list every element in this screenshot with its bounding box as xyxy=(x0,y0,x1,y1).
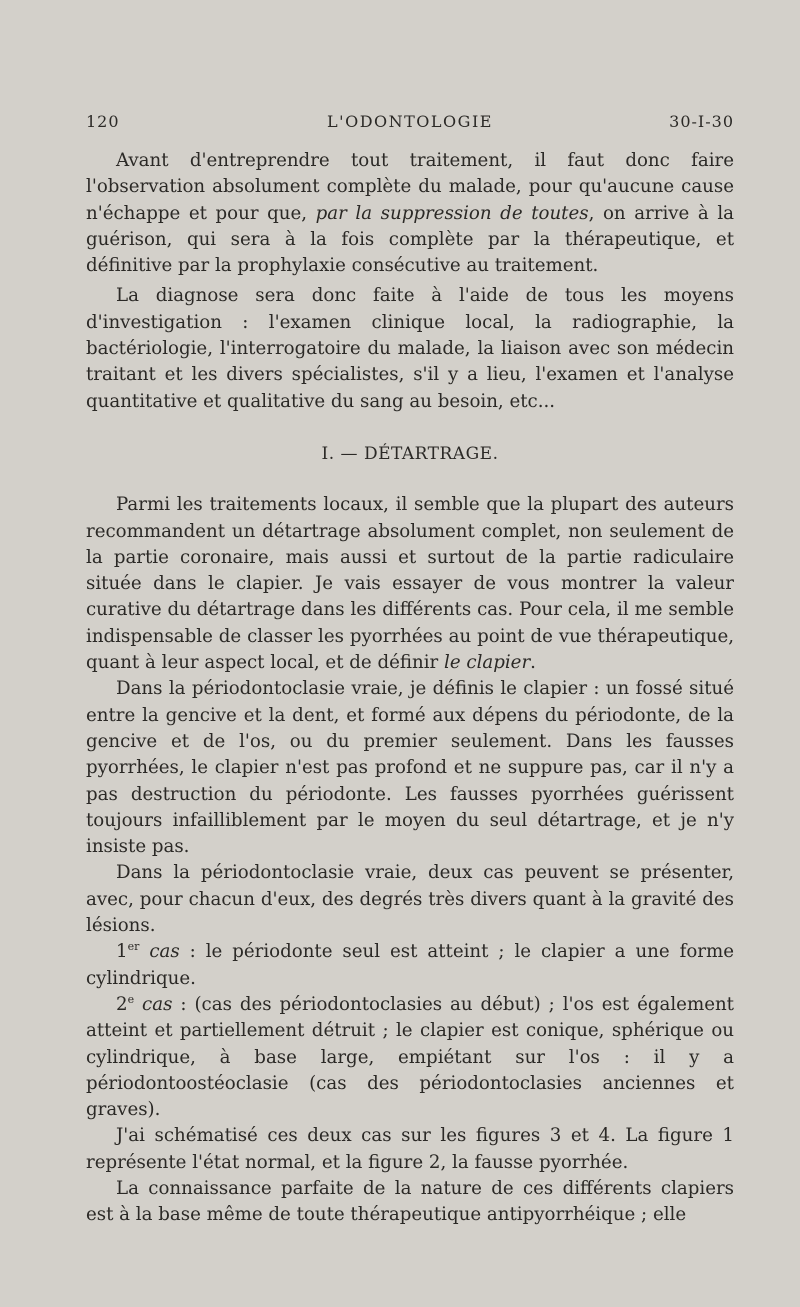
page-number: 120 xyxy=(86,112,120,131)
case-2-ordinal: e xyxy=(127,992,135,1006)
paragraph-3-text-b: . xyxy=(530,652,536,674)
paragraph-9: La connaissance parfaite de la nature de ces différents clapiers est à la base même de toute thérapeutique antipyorrhéique ; elle xyxy=(86,1177,734,1226)
case-1-label: cas xyxy=(149,941,180,963)
issue-date: 30-I-30 xyxy=(669,112,734,131)
paragraph-1-emphasis: par la suppression de toutes xyxy=(315,202,589,224)
case-2-text: : (cas des périodontoclasies au début) ; l'os est également atteint et partiellement détruit ; le clapier est conique, sphérique ou cylindrique, à base large, empiétant sur l'os : il y a périodontoostéoclasie (cas des périodontoclasies anciennes et graves). xyxy=(86,993,734,1121)
journal-title: L'ODONTOLOGIE xyxy=(327,112,493,131)
paragraph-5: Dans la périodontoclasie vraie, deux cas peuvent se présenter, avec, pour chacun d'eux, des degrés très divers quant à la gravité des lésions. xyxy=(86,862,734,937)
paragraph-2: La diagnose sera donc faite à l'aide de tous les moyens d'investigation : l'examen clinique local, la radiographie, la bactériologie, l'interrogatoire du malade, la liaison avec son médecin traitant et les divers spécialistes, s'il y a lieu, l'examen et l'analyse quantitative et qualitative du sang au besoin, etc... xyxy=(86,285,734,412)
paragraph-3-emphasis: le clapier xyxy=(444,652,531,674)
body-text xyxy=(86,148,734,1229)
case-1-text: : le périodonte seul est atteint ; le clapier a une forme cylindrique. xyxy=(86,941,734,989)
paragraph-7 xyxy=(86,992,734,1123)
paragraph-4: Dans la périodontoclasie vraie, je définis le clapier : un fossé situé entre la gencive et la dent, et formé aux dépens du périodonte, de la gencive et de l'os, ou du premier seulement. Dans les fausses pyorrhées, le clapier n'est pas profond et ne suppure pas, car il n'y a pas destruction du périodonte. Les fausses pyorrhées guérissent toujours infailliblement par le moyen du seul détartrage, et je n'y insiste pas. xyxy=(86,678,734,858)
paragraph-3 xyxy=(86,492,734,676)
paragraph-8: J'ai schématisé ces deux cas sur les figures 3 et 4. La figure 1 représente l'état normal, et la figure 2, la fausse pyorrhée. xyxy=(86,1125,734,1173)
case-1-number: 1 xyxy=(116,941,128,963)
running-header xyxy=(86,112,734,140)
paragraph-3-text-a: Parmi les traitements locaux, il semble que la plupart des auteurs recommandent un détartrage absolument complet, non seulement de la partie coronaire, mais aussi et surtout de la partie radiculaire située dans le clapier. Je vais essayer de vous montrer la valeur curative du détartrage dans les différents cas. Pour cela, il me semble indispensable de classer les pyorrhées au point de vue thérapeutique, quant à leur aspect local, et de définir xyxy=(86,494,734,674)
paragraph-1-text-a: Avant d'entreprendre tout traitement, il faut donc faire l'observation absolument complète du malade, pour qu'aucune cause n'échappe et pour que, xyxy=(86,150,734,224)
paragraph-1 xyxy=(86,148,734,279)
paragraph-1-text-b: , on arrive à la guérison, qui sera à la fois complète par la thérapeutique, et définitive par la prophylaxie consécutive au traitement. xyxy=(86,202,734,277)
paragraph-6 xyxy=(86,939,734,992)
case-1-ordinal: er xyxy=(127,940,140,954)
section-heading: I. — DÉTARTRAGE. xyxy=(321,443,499,464)
case-2-label: cas xyxy=(142,993,173,1015)
case-2-number: 2 xyxy=(116,993,128,1015)
